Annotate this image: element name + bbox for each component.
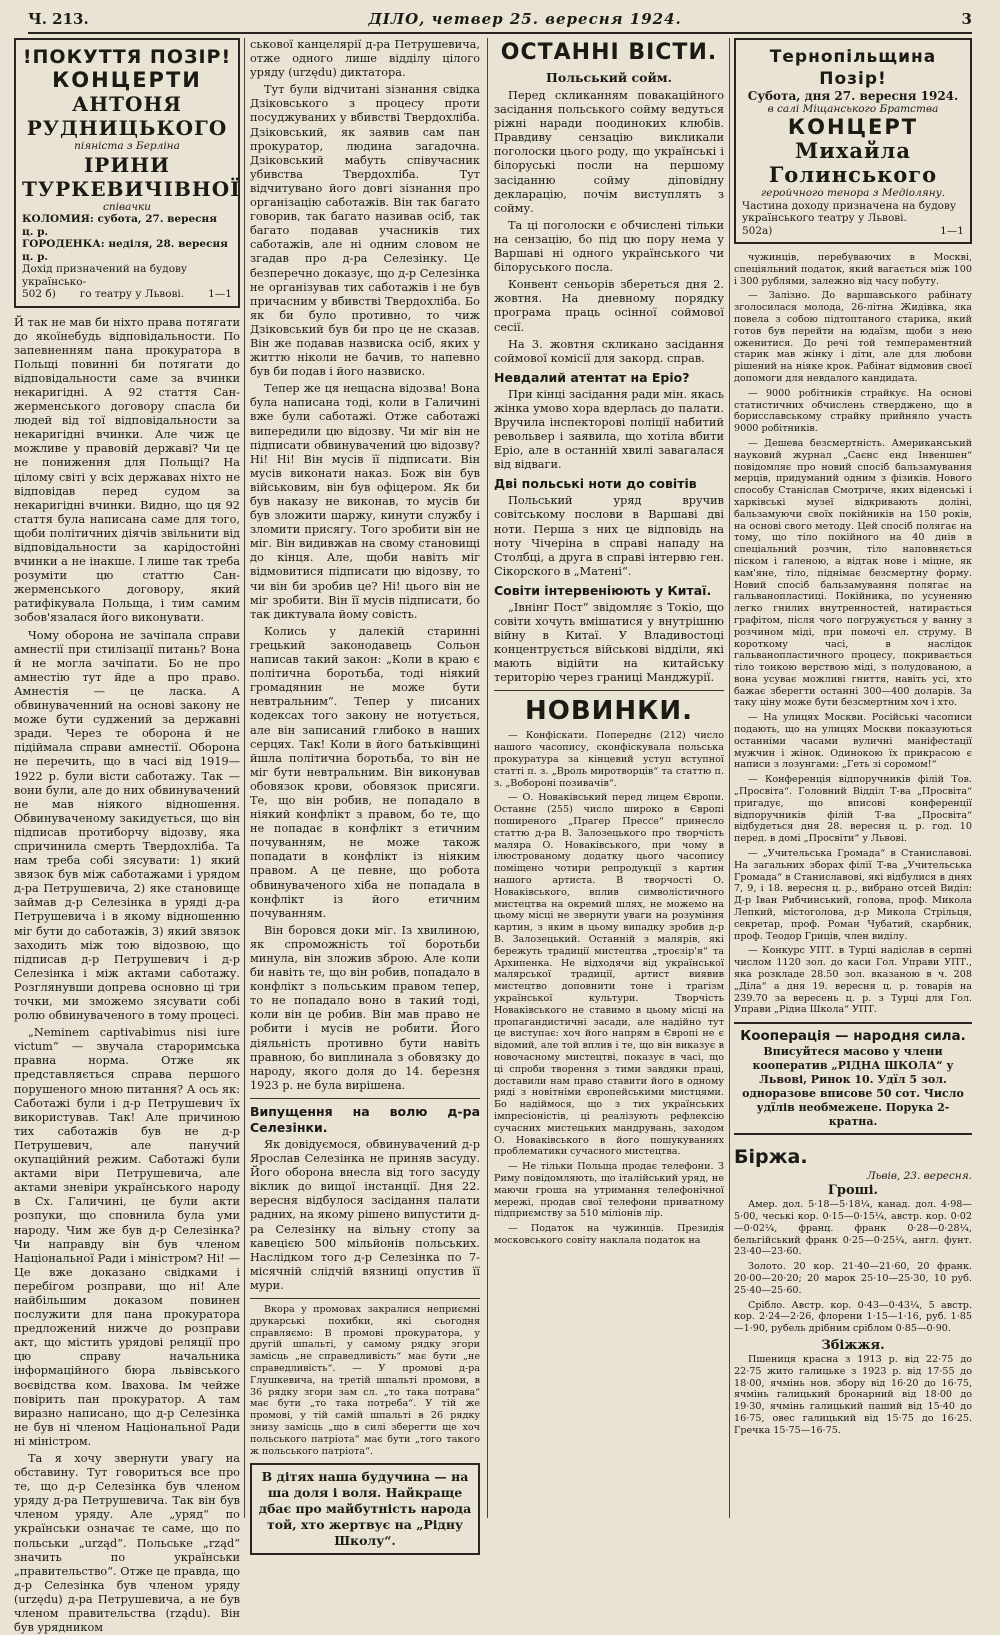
coop-slogan: Кооперація — народня сила. (740, 1028, 966, 1045)
polish-sejm-subheading: Польський сойм. (546, 70, 672, 85)
grain-subheading: Збіжжя. (821, 1338, 885, 1354)
ad-concerts: КОНЦЕРТИ (52, 68, 202, 92)
ad-venue: в салі Міщанського Братства (767, 102, 939, 115)
article-paragraph: Тут були відчитані зізнання свідка Дзіковського з процесу проти посуджуваних у вбивстві Твердохліба. Дзіковський, як заявив сам пан прокуратор, людина загадочна. Дзіковський мабуть співучасник убивства Твердохліба. Тут відчитувано його довгі зізнання про організацію саботажів. Він так багато говорив, так багато називав осіб, так багато подавав учасників тих саботажів, але ні одним словом не згадав про д-ра Селезінку. Це безперечно доказує, що д-р Селезінка не організував тих саботажів і не був причасним у вбивстві Твердохліба. Бо як би було противно, то чиж Дзіковський був би про це не сказав. Він же подавав назвиска осіб, яких у життю ніколи не бачив, то напевно був би подав і його назвиско. (250, 83, 480, 379)
news-paragraph: Конвент сеньорів збереться дня 2. жовтня. На дневному порядку програма праць осінної соймової сесії. (494, 278, 724, 334)
news-item: — Конкурс УПТ. в Турці надіслав в серпні числом 1120 зол. до каси Гол. Управи УПТ., яка розкладе 28.50 зол. вказаною в ч. 208 „Діла“ а дня 19. вересня ц. р. товарів на 239.70 за вересень ц. р. з Турці для Гол. Управи „Рідна Школа“ УПТ. (734, 945, 972, 1016)
news-item: чужинців, перебуваючих в Москві, спеціяльний податок, який вагається між 100 і 300 рублями, залежно від часу побуту. (734, 252, 972, 287)
divider (250, 1098, 480, 1099)
column-3 (494, 38, 724, 1518)
ad-footer (22, 288, 232, 301)
ad-proceeds-note: Дохід призначений на будову українсько- (22, 263, 188, 288)
ad-run: 1—1 (208, 288, 232, 300)
news-item: — Дешева безсмертність. Американський науковий журнал „Саєнс енд Інвеншен“ повідомляє про новий спосіб бальзамування мерців, придуманий одним з фізиків. Нового способу Станіслав Смотриче, яких віденські і харківські музеї відкривають доліні, бальзамуючи своїх покійників на 150 років, на основі свого методу. Цей спосіб полягає на тому, що тіло покійного на 40 днів в спеціальний розчин, тіло наповняється піском і галеною, а відтак нове і міцне, як кам'яне, тіло, піднімає безсмертну форму. Новий спосіб бальзамування полягає на гальванопластиці. Покійника, по усуненню легко гнилих внутренностей, натирається графітом, після чого погружується у ванну з розчином міді, при помочі ел. струму. В короткому часі, в наслідок гальванопластичного процесу, покривається тіло тонкою верствою міді, з полудованою, а вона усуває можливі гниття, навіть усі, хто бажає зберегти останні 300—400 доларів. За таку ціну може бути безсмертним хоч і хто. (734, 437, 972, 709)
ad-footer (742, 225, 964, 238)
column-4 (734, 38, 972, 1518)
latest-news-heading: ОСТАННІ ВІСТИ. (500, 40, 718, 65)
ad-performer: Михайла Голинського (768, 138, 938, 187)
news-paragraph: Перед скликанням повакаційного засідання польського сойму ведуться ріжні наради поодиноких клюбів. Правдиву сензацію викликали поголоски цього роду, що українські і білоруські посли на першому засіданню сойму діповідну декларацію, почім виступлять з сойму. (494, 89, 724, 215)
column-rule-1 (244, 38, 245, 1518)
news-paragraph: Польський уряд вручив совітському послови в Варшаві дві ноти. Перша з них це відповідь на ноту Чічеріна в справі нападу на Столбці, а друга в справі інтервю ген. Сікорского в „Матені“. (494, 494, 724, 578)
news-item: — Не тільки Польща продає телефони. З Риму повідомляють, що італійський уряд, не маючи гроша на утримання телефонічної мережі, продав свої телефони приватному підприємству за 510 міліонів лір. (494, 1161, 724, 1220)
ad-proceeds-note-2: го театру у Львові. (79, 288, 185, 300)
column-rule-3 (729, 38, 730, 1518)
ad-heading: !ПОКУТТЯ ПОЗІР! (22, 46, 232, 68)
article-paragraph: Колись у далекій старинні грецький законодавець Сольон написав такий закон: „Коли в краю є політична боротьба, тоді ніякий громадянин не може бути невтральним“. Тепер у писаних кодексах того закону не нотується, але він записаний глибоко в наших серцях. Так! Коли в його батьківщині йшла політична боротьба, то він не міг бути невтральним. Він виконував обовязок крови, обовязок присяги. Те, що він робив, не попадало в ніякий конфлікт з правом, бо те, що не попадає в конфлікт з етичним почуванням, не може також попадати в конфлікт із ніяким правом. А це певне, що робота обвинуваченого хіба не попадала в конфлікт із його етичним почуванням. (250, 624, 480, 920)
news-item: — Залізно. До варшавського рабінату зголосилася молода, 26-літна Жидівка, яка повела з собою підтоптаного старика, який готов був перейти на юдаїзм, щоби з нею оженитися. До речі той темпераментний старик мав жінку і діти, але для любови рішений на ніяке крок. Рабінат відмовив своєї допомоги для невдалого кандидата. (734, 290, 972, 384)
attempt-headline: Невдалий атентат на Еріо? (494, 369, 690, 385)
ad-performer-role: геройчного тенора з Медіоляну. (760, 187, 946, 199)
masthead-title-date: ДІЛО, четвер 25. вересня 1924. (368, 10, 682, 28)
notes-headline: Дві польські ноти до совітів (494, 476, 697, 492)
news-item: — Податок на чужинців. Президія московського совіту наклала податок на (494, 1223, 724, 1246)
article-paragraph: Та я хочу звернути увагу на обставину. Тут говориться все про те, що д-р Селезінка був членом уряду д-ра Петрушевича. Так він був членом уряду. Але „уряд“ по українськи означає те саме, що по польськи „urząd“. Польське „rząd“ значить по українськи „правительство“. Отже це правда, що д-р Селезінка був членом уряду (urzędu) д-ра Петрушевича, а не був членом правительства (rządu). Він був урядником (14, 1452, 240, 1635)
ad-date-horodenka: ГОРОДЕНКА: неділя, 28. вересня ц. р. (22, 238, 228, 263)
release-paragraph: Як довідуємося, обвинувачений д-р Ярослав Селезінка не приняв засуду. Його оборона внесла від того засуду віклик до вищої інстанції. Дня 22. вересня відбулося засідання палати радних, на якому рішено випустити д-ра Селезінку на вільну стопу за кавецією 500 мільйонів польських. Наслідком того д-р Селезінка по 7-місячній слідчій вязниці опустив її мури. (250, 1137, 480, 1292)
news-item: — Конференція відпоручників філій Тов. „Просвіта“. Головний Відділ Т-ва „Просвіта“ пригадує, що вписові конференції відпоручників філій Т-ва „Просвіта“ відбудеться дня 28. вересня ц. р. год. 10 перед. в домі „Просвіти“ у Львові. (734, 774, 972, 845)
masthead (28, 6, 972, 34)
ad-heading: Тернопільщина Позір! (769, 47, 937, 89)
column-1 (14, 38, 241, 1635)
cooperative-advertisement (734, 1022, 972, 1135)
news-item: — На улицях Москви. Російські часописи подають, що на улицях Москви показуються останніми часами вуличні маніфестації мужчин і жінок. Одинокою їх прикрасою є написи з лозунгами: „Геть зі соромом!“ (734, 712, 972, 771)
silver-rates: Срібло. Австр. кор. 0·43—0·43¼, 5 австр. кор. 2·24—2·26, флорени 1·15—1·16, руб. 1·85—1·90, рубель дрібним сріблом 0·85—0·90. (734, 1299, 972, 1335)
issue-number: Ч. 213. (28, 10, 89, 28)
article-paragraph: ськової канцелярії д-ра Петрушевича, отже одного лише відділу цілого уряду (urzędu) диктатора. (250, 38, 480, 80)
article-paragraph: Й так не мав би ніхто права потягати до якоїнебудь відповідальности. По запевненням пана прокуратора в Польщі повинні би потягати до відповідальности саме за вчинки некаригідні. А 92 стаття Сан-жерменського договору спасла би людей від тої відповідальности за некаригідні вчинки. Але чиж це можливе у правовій державі? Чи це не пониження для Польщі? На цілому світі у всіх державах ніхто не відповідав перед судом за некаригідні вчинки. Видно, що ця 92 стаття була написана саме для того, щоби політичних діячів звільнити від відповідальности за карідостойні вчинки а не інакше. І лише так треба розуміти цю статтю Сан-жерменського договору, який ратифікувала Польща, і тим самим зобов'язалася його виконувати. (14, 315, 240, 625)
exchange-date: Львів, 23. вересня. (866, 1170, 972, 1183)
ad-performer-1-role: піяніста з Берліна (74, 140, 180, 152)
ad-date-kolomyia: КОЛОМИЯ: субота, 27. вересня ц. р. (22, 213, 217, 238)
news-item: — „Учительська Громада“ в Станиславові. На загальних зборах філії Т-ва „Учительська Громада“ в Станиславові, які відбулися в днях 7, 9, і 18. вересня ц. р., вибрано отсей Виділ: Д-р Іван Рибчинський, голова, проф. Микола Лепкий, містоголова, д-р Микола Стрільця, секретар, проф. Роман Чубатий, скарбник, проф. Теодор Гриців, член виділу. (734, 848, 972, 942)
column-rule-2 (487, 38, 488, 1518)
grain-rates: Пшениця красна з 1913 р. від 22·75 до 22·75 жито галицьке з 1923 р. від 17·55 до 18·00, ячмінь нов. збору від 16·20 до 16·75, ячмінь галицький бронарний від 18·00 до 19·30, ячмінь галицький паший від 15·40 до 16·75, овес галицький від 15·75 до 16·25. Гречка 15·75—16·75. (734, 1354, 972, 1436)
news-paragraph: На 3. жовтня скликано засідання соймової комісії для закорд. справ. (494, 337, 724, 365)
concert-advertisement-ternopil (734, 38, 972, 244)
china-headline: Совіти інтервеніюють у Китаї. (494, 582, 712, 598)
news-item: — О. Новаківський перед лицем Європи. Останнє (255) число широко в Європі поширеного „Прагер Прессе“ принесло статтю д-ра В. Залозецького про творчість маляра О. Новаківського, при чому в ілюстрованому додатку цього часопису поміщено чотири репродукції з картин нашого артиста. В творчості О. Новаківського, вплив символістичного мистецтва на окремий шлях, не можемо на цьому місці не звернути уваги на розуміння картин, з яким в цьому випадку зробив д-р В. Залозецький. Останній з малярів, які бережуть традиції мистецтва „троєзір'я“ та Архипенка. Не відходячи від української малярської традиції, артист виявив мистецтво доповнити тоне і трагізм української культури. Творчість Новаківського не ставимо в цьому місці на пропагандистичні засади, але надійно тут це виступає: хоч його напрям в Європі не є відомий, але той вплив і те, що він виказує в новочасному мистецтві, показує в часі, що ці спроби творення з тими завдяки праці, доставили нам право ставити його в одному ряді з новітніми європейськими мистцями. Бо надіймося, що з тих українських імпресіоністів, ці реалізують рефлексію сучасних мистецьких мандрувань, заходом О. Новаківського в його пошукуваннях проблематики сучасного мистецтва. (494, 792, 724, 1158)
novynky-heading: НОВИНКИ. (524, 696, 694, 727)
ad-concert: КОНЦЕРТ (787, 115, 919, 139)
news-paragraph: „Івнінг Пост“ звідомляє з Токіо, що совіти хочуть вмішатися у внутрішню війну в Китаї. У Владивостоці концентрується військові відділи, які мають відійти на китайську територію через границі Манджурії. (494, 600, 724, 685)
article-paragraph: Він боровся доки міг. Із хвилиною, як спроможність тої боротьби минула, він зложив зброю. Але коли би навіть те, що він робив, попадало в конфлікт з польським правом тепер, то не попадало воно в такий тоді, коли він це робив. Він мав право не робити і мусів не робити. Його діяльність противно бути навіть правною, бо виплинала з обовязку до народу, якого доля до 14. березня 1923 р. не була вирішена. (250, 923, 480, 1092)
gold-rates: Золото. 20 кор. 21·40—21·60, 20 франк. 20·00—20·20; 20 марок 25·10—25·30, 10 руб. 25·40—25·60. (734, 1261, 972, 1296)
errata-paragraph: Вкора у промовах закралися неприємні друкарські похибки, які сьогодня справляємо: В промові прокуратора, у другій шпальті, у самому рядку згори замісць „не справедливість“ має бути „не справедливість“. — У промові д-ра Глушкевича, на третій шпальті промови, в 36 рядку згори зам сл. „то така потрава“ має бути „то така потреба“. У тій же промові, у тій самій шпальті в 26 рядку знизу замісць „що в силі зберегти ще хоч польського патріота“ має бути „того такого ж польського патріота“. (250, 1303, 480, 1457)
ad-proceeds-note: Частина доходу призначена на будову українського театру у Львові. (742, 199, 957, 224)
ridna-shkola-appeal: В дітях наша будучина — на ша доля і воля. Найкраще дбає про майбутність народа той, хто жертвує на „Рідну Школу“. (250, 1463, 480, 1555)
ad-date: Субота, дня 27. вересня 1924. (747, 89, 959, 103)
page-number: 3 (961, 10, 972, 28)
news-item: — Конфіскати. Попереднє (212) число нашого часопису, сконфіскувала польська прокуратура за кінцевий уступ вступної статті п. з. „Вроль миротворців“ та статтю п. з. „Вобороні позивачів“. (494, 730, 724, 789)
news-item: — 9000 робітників страйкує. На основі статистичних обчислень стверджено, що в борисславському страйку прийняло участь 9000 робітників. (734, 387, 972, 435)
ad-performer-2: ІРИНИ ТУРКЕВИЧІВНОЇ (22, 152, 241, 201)
release-headline: Випущення на волю д-ра Селезінки. (250, 1103, 480, 1135)
divider (494, 690, 724, 691)
article-paragraph: „Neminem captivabimus nisi iure victum“ — звучала староримська правна норма. Отже як представляється справа першого порушеного мною питання? А ось як: Саботажі були і д-р Петрушевич їх використував. Так! Але причиною тих саботажів був не д-р Петрушевич, але панучий окупаційний режим. Саботажі були актами віри Петрушевича, але актами зневіри українського народу в Сх. Галичині, це були акти розпуки, що сповнила була уми народу. Чим же був д-р Селезінка? Чи направду він був членом Національної Ради і міністром? Ні! — Це вже доказано свідками і перебігом розправи, що ні! Але найбільшим доказом повинен послужити для пана прокуратора предложений нижче до розправи акт, що містить урядові реляції про цю справу начальника інформаційного бюра львівського воєвідства ком. Івахова. Ім чейже повірить пан прокуратор. А там виразно написано, що д-р Селезінка не був ні членом Національної Ради ні міністром. (14, 1026, 240, 1448)
concert-advertisement-pokuttia (14, 38, 240, 308)
column-2 (250, 38, 480, 1549)
article-paragraph: Чому оборона не зачіпала справи амнестії при стилізації питань? Вона й не могла зачіпати. Бо не про амнестію тут йде а про право. Амнестія — це ласка. А обвинуваченний на основі закону не може бути суджений за державні зради. Через те оборона й не підіймала справи амнестії. Оборона не перечить, що в часі від 1919—1922 р. були вісти саботажу. Так — вони були, але до них обвинувачений не мав ніякого відношення. Обвинуваченому закидується, що він підписав протиборчу відозву, яка спричинила смерть Твердохліба. Та нам треба собі зясувати: 1) який звязок був між саботажами і урядом д-ра Петрушевича, 2) яке становище займав д-р Селезінка в уряді д-ра Петрушевича і в якому відношенню міг бути до саботажів, 3) який звязок заходить між тою відозвою, що підписав д-р Петрушевич і д-р Селезінка і між актами саботажу. Розглянувши допрева основно ці три точки, ми зможемо зясувати собі ролю обвинуваченого в тому процесі. (14, 628, 240, 1023)
article-paragraph: Тепер же ця нещасна відозва! Вона була написана тоді, коли в Галичині вже були саботажі. Отже саботажі випередили цю відозву. Чи міг він не підписати обвинувачений цю відозву? Ні! Ні! Він мусів її підписати. Він мусів виконати наказ. Бож він був військовим, він був офіцером. Як би був наказу не виконав, то мусів би був зложити шаржу, кинути службу і зломити присягу. Того зробити він не міг. Він видивжав на свому становищі до кінця. Але, щоби навіть міг відмовитися підписати цю відозву, то чи він би зробив це? Ні! цього він не міг зробити. Він її мусів підписати, бо так диктувала йому совість. (250, 382, 480, 621)
divider (250, 1298, 480, 1299)
coop-text: Вписуйтеся масово у члени кооператив „РІДНА ШКОЛА“ у Львові, Ринок 10. Удїл 5 зол. одноразове вписове 50 сот. Число удїлів необмежене. Порука 2-кратна. (742, 1045, 964, 1129)
money-subheading: Гроші. (827, 1183, 879, 1199)
ad-performer-1: АНТОНЯ РУДНИЦЬКОГО (26, 92, 228, 140)
ad-performer-2-role: співачки (103, 200, 151, 213)
ad-code: 502 б) (22, 288, 56, 300)
news-paragraph: Та ці поголоски є обчислені тільки на сензацію, бо під цю пору нема у Варшаві ні одного українського чи білоруського посла. (494, 218, 724, 275)
money-rates: Амер. дол. 5·18—5·18¼, канад. дол. 4·98—5·00, чеські кор. 0·15—0·15¼, австр. кор. 0·02—0·02¼, франц. франк 0·28—0·28¼, бельгійський франк 0·25—0·25¼, англ. фунт. 23·40—23·60. (734, 1199, 972, 1258)
exchange-heading: Біржа. (734, 1146, 808, 1169)
ad-code: 502а) (742, 224, 773, 237)
ad-run: 1—1 (940, 224, 964, 237)
news-paragraph: При кінці засідання ради мін. якась жінка умово хора вдерлась до палати. Вручила інспекторові поліції набитий револьвер і заявила, що хотіла вбити Еріо, але в останній хвилі завагалася від відваги. (494, 387, 724, 472)
